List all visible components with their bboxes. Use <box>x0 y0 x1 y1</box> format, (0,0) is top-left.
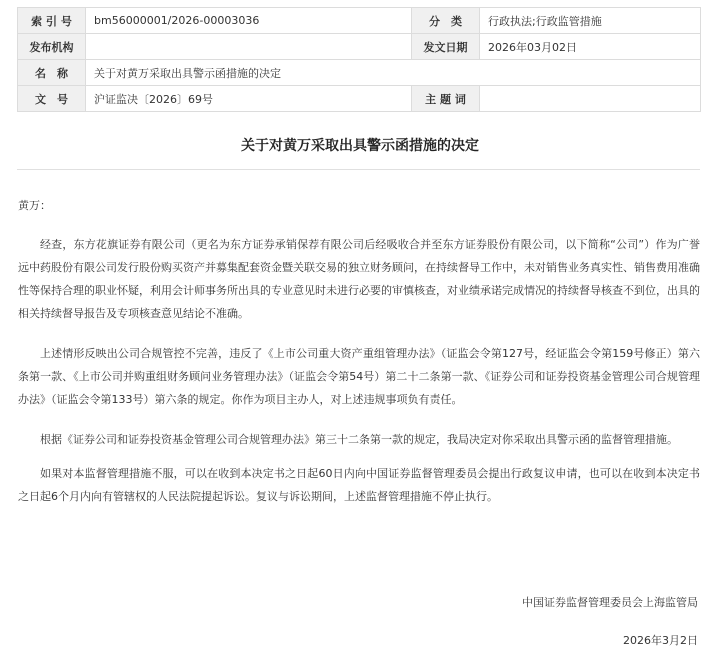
index-value: bm56000001/2026-00003036 <box>86 8 412 34</box>
category-value: 行政执法;行政监管措施 <box>480 8 701 34</box>
index-label: 索 引 号 <box>18 8 86 34</box>
meta-row-docno <box>18 86 701 112</box>
issuing-authority-signature: 中国证券监督管理委员会上海监管局 <box>522 596 698 609</box>
keyword-label: 主 题 词 <box>412 86 480 112</box>
paragraph-4: 如果对本监督管理措施不服，可以在收到本决定书之日起60日内向中国证券监督管理委员会提出行政复议申请，也可以在收到本决定书之日起6个月内向有管辖权的人民法院提起诉讼。复议与诉讼期间，上述监督管理措施不停止执行。 <box>18 467 700 503</box>
salutation: 黄万： <box>18 199 51 212</box>
title-divider <box>17 169 700 170</box>
category-label: 分 类 <box>412 8 480 34</box>
paragraph-1: 经查，东方花旗证券有限公司（更名为东方证券承销保荐有限公司后经吸收合并至东方证券股份有限公司，以下简称“公司”）作为广誉远中药股份有限公司发行股份购买资产并募集配套资金暨关联交易的独立财务顾问，在持续督导工作中，未对销售业务真实性、销售费用准确性等保持合理的职业怀疑，利用会计师事务所出具的专业意见时未进行必要的审慎核查，对业绩承诺完成情况的持续督导核查不到位，出具的相关持续督导报告及专项核查意见结论不准确。 <box>18 238 700 320</box>
meta-row-name <box>18 60 701 86</box>
signing-date: 2026年3月2日 <box>623 634 698 647</box>
document-title: 关于对黄万采取出具警示函措施的决定 <box>241 138 479 154</box>
keyword-value <box>480 86 701 112</box>
date-value: 2026年03月02日 <box>480 34 701 60</box>
name-value: 关于对黄万采取出具警示函措施的决定 <box>86 60 701 86</box>
paragraph-2: 上述情形反映出公司合规管控不完善，违反了《上市公司重大资产重组管理办法》（证监会令第127号，经证监会令第159号修正）第六条第一款、《上市公司并购重组财务顾问业务管理办法》（证监会令第54号）第二十二条第一款、《证券公司和证券投资基金管理公司合规管理办法》（证监会令第133号）第六条的规定。你作为项目主办人，对上述违规事项负有责任。 <box>18 347 700 406</box>
issuer-label: 发布机构 <box>18 34 86 60</box>
docno-value: 沪证监决〔2026〕69号 <box>86 86 412 112</box>
paragraph-3: 根据《证券公司和证券投资基金管理公司合规管理办法》第三十二条第一款的规定，我局决定对你采取出具警示函的监督管理措施。 <box>40 433 678 446</box>
docno-label: 文 号 <box>18 86 86 112</box>
meta-row-index <box>18 8 701 34</box>
meta-row-issuer <box>18 34 701 60</box>
issuer-value <box>86 34 412 60</box>
document-meta-table <box>17 7 701 112</box>
name-label: 名 称 <box>18 60 86 86</box>
date-label: 发文日期 <box>412 34 480 60</box>
